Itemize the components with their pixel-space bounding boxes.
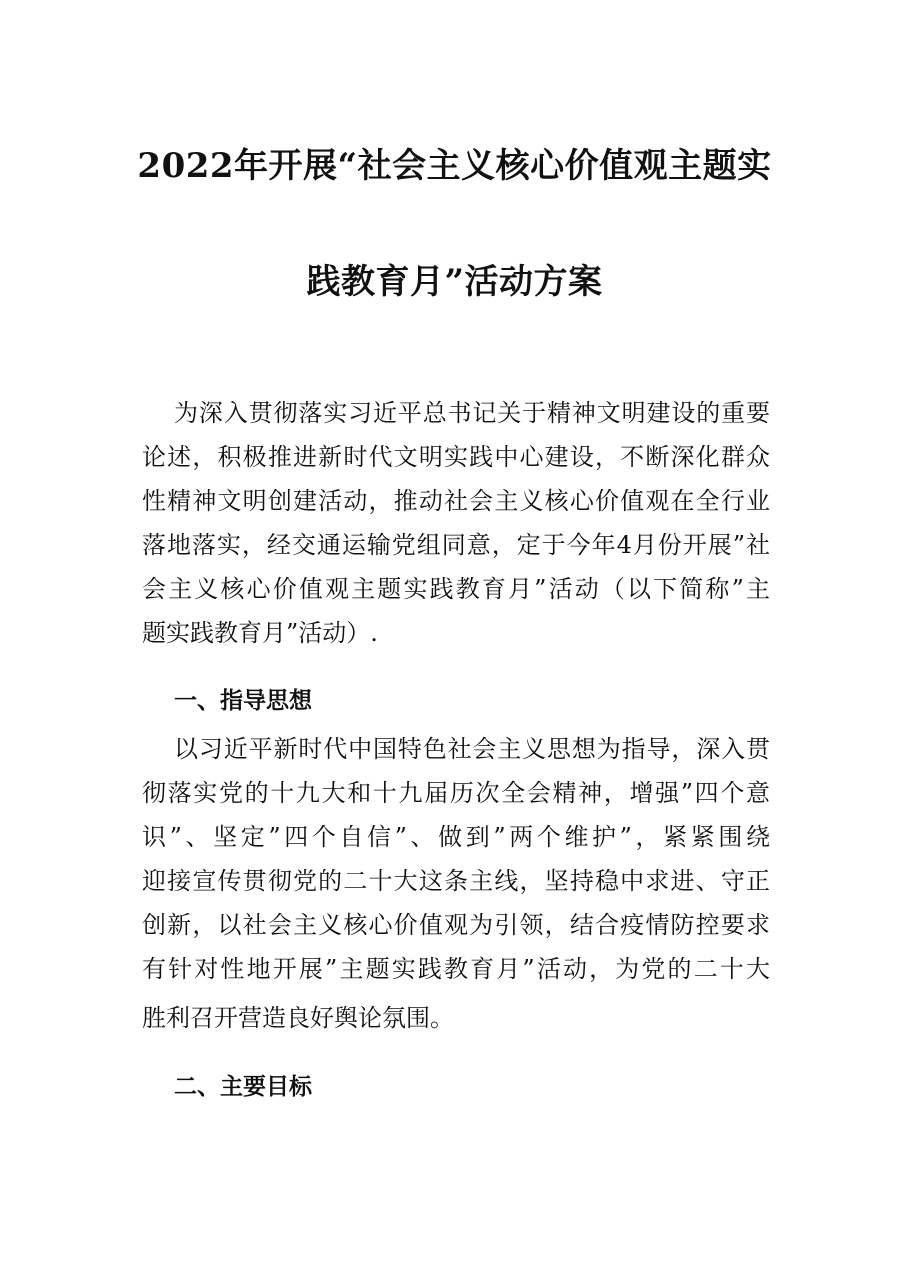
intro-paragraph-line: 性精神文明创建活动，推动社会主义核心价值观在全行业 bbox=[142, 487, 770, 515]
section1-paragraph-line: 胜利召开营造良好舆论氛围。 bbox=[142, 1004, 454, 1032]
document-title-line-2: 践教育月”活动方案 bbox=[306, 262, 603, 302]
intro-paragraph-line: 会主义核心价值观主题实践教育月”活动（以下简称”主 bbox=[142, 575, 770, 603]
section1-paragraph-line: 有针对性地开展”主题实践教育月”活动，为党的二十大 bbox=[142, 955, 770, 983]
intro-paragraph-line: 落地落实，经交通运输党组同意，定于今年4月份开展”社 bbox=[142, 531, 770, 559]
section1-paragraph-line: 创新，以社会主义核心价值观为引领，结合疫情防控要求 bbox=[142, 911, 770, 939]
document-title-line-1: 2022年开展“社会主义核心价值观主题实 bbox=[137, 146, 772, 186]
section1-paragraph-line: 识”、坚定”四个自信”、做到”两个维护”，紧紧围绕 bbox=[142, 823, 770, 851]
intro-paragraph-line: 论述，积极推进新时代文明实践中心建设，不断深化群众 bbox=[142, 443, 770, 471]
section-heading-guiding-ideology: 一、指导思想 bbox=[174, 688, 312, 714]
intro-paragraph-line: 为深入贯彻落实习近平总书记关于精神文明建设的重要 bbox=[174, 399, 770, 427]
intro-paragraph-line: 题实践教育月”活动）. bbox=[142, 619, 378, 647]
section-heading-main-goals: 二、主要目标 bbox=[174, 1074, 312, 1100]
section1-paragraph-line: 迎接宣传贯彻党的二十大这条主线，坚持稳中求进、守正 bbox=[142, 867, 770, 895]
section1-paragraph-line: 以习近平新时代中国特色社会主义思想为指导，深入贯 bbox=[174, 735, 770, 763]
section1-paragraph-line: 彻落实党的十九大和十九届历次全会精神，增强”四个意 bbox=[142, 779, 770, 807]
